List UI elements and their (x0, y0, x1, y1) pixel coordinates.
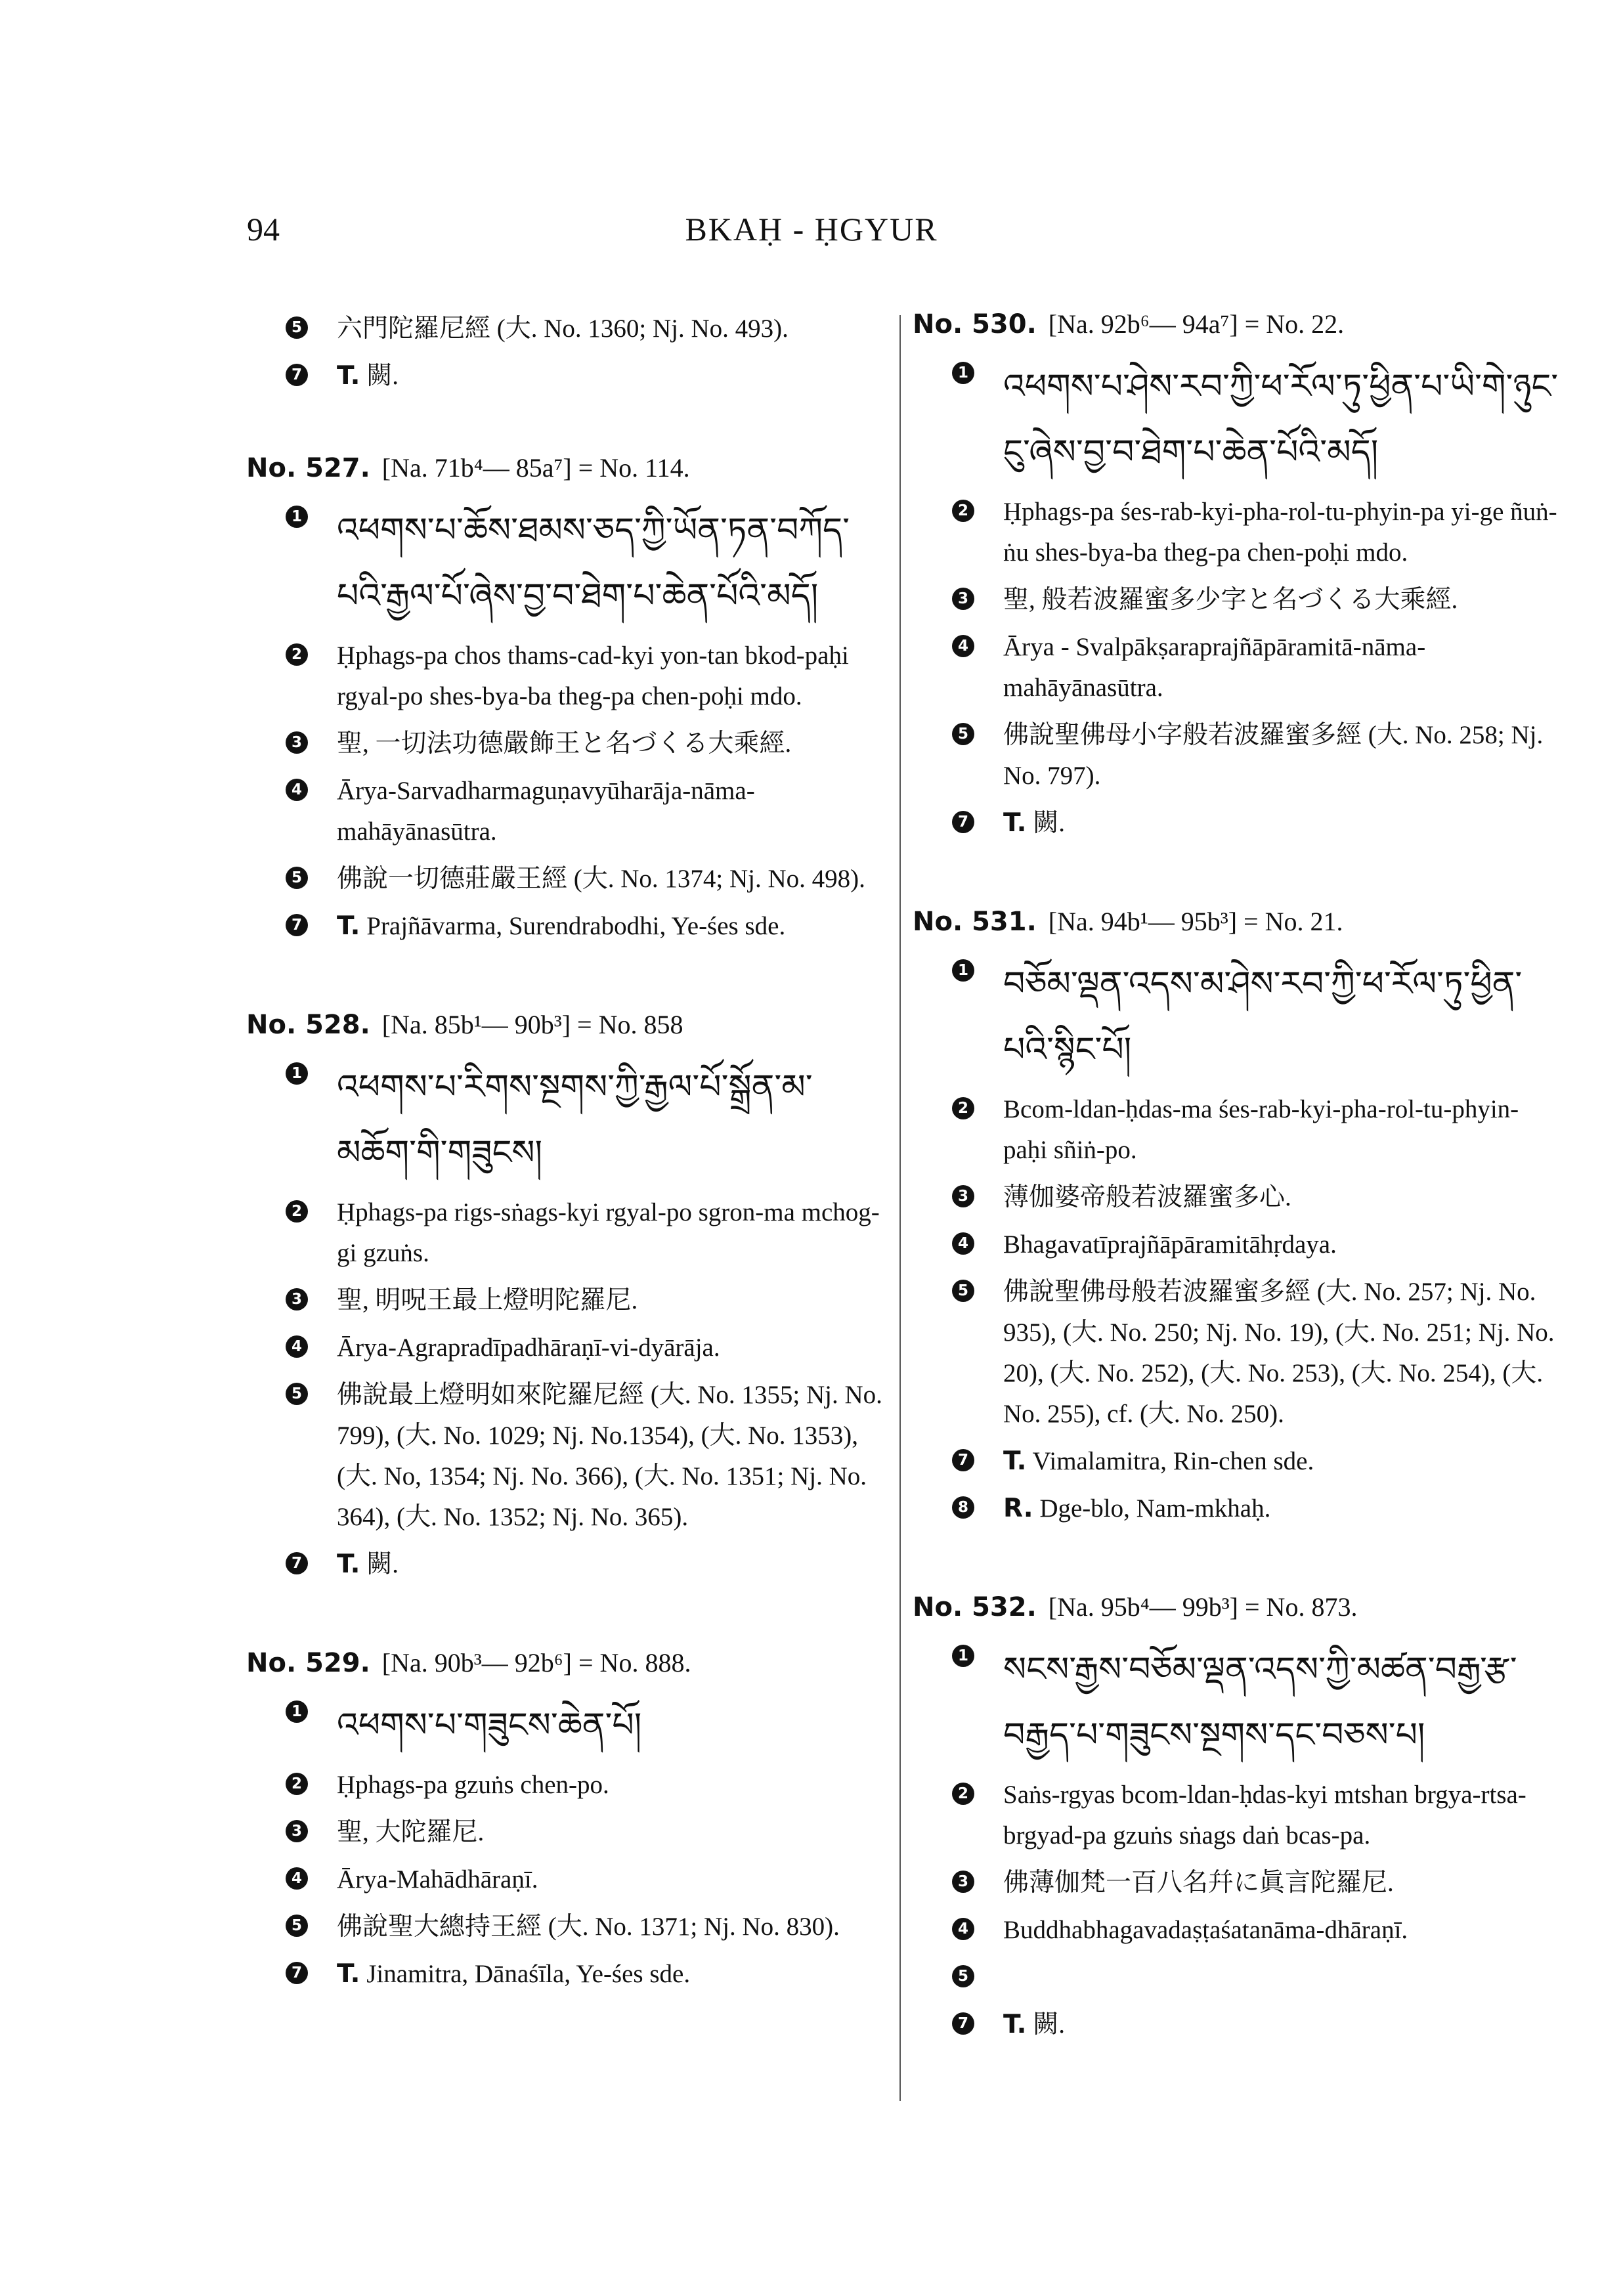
field-content (337, 1328, 890, 1368)
field-text: 佛說聖佛母般若波羅蜜多經 (大. No. 257; Nj. No. 935), (大. No. 250; Nj. No. 19), (大. No. 251; Nj. No. 20), (大. No. 252), (大. No. 253), (大. No. 254), (大. No. 255), cf. (大. No. 250). (1003, 1278, 1555, 1428)
field-marker: 3 (952, 1185, 974, 1207)
entry-field (913, 715, 1559, 796)
field-content (1003, 1272, 1559, 1435)
entry-field (246, 1765, 890, 1806)
field-text: Ārya-Agrapradīpadhāraṇī-vi-dyārāja. (337, 1333, 720, 1362)
entry-number: No. 530. (913, 309, 1037, 339)
field-marker: 7 (286, 1552, 308, 1574)
field-marker: 4 (286, 779, 308, 801)
field-content (1003, 1224, 1559, 1265)
field-marker: 3 (286, 1288, 308, 1310)
field-marker: 1 (286, 506, 308, 528)
field-content (1003, 1488, 1559, 1529)
catalog-entry (246, 1009, 890, 1585)
field-text: 六門陀羅尼經 (大. No. 1360; Nj. No. 493). (337, 314, 789, 343)
field-marker: 4 (952, 1232, 974, 1255)
right-column (913, 309, 1559, 2108)
field-text: Buddhabhagavadaṣṭaśatanāma-dhāraṇī. (1003, 1916, 1408, 1944)
field-marker: 7 (286, 1962, 308, 1984)
field-text: Ārya - Svalpākṣaraprajñāpāramitā-nāma-mahāyānasūtra. (1003, 633, 1426, 702)
field-content (1003, 1863, 1559, 1903)
entry-field (913, 1863, 1559, 1903)
field-marker: 1 (286, 1062, 308, 1085)
field-marker: 4 (952, 635, 974, 657)
entry-field (246, 1907, 890, 1947)
catalog-entry (913, 906, 1559, 1529)
field-marker: 1 (952, 362, 974, 384)
field-text: Ārya-Mahādhāraṇī. (337, 1865, 538, 1894)
field-marker: 2 (286, 643, 308, 666)
entry-reference: [Na. 92b⁶— 94a⁷] = No. 22. (1048, 309, 1345, 339)
field-label: T. (1003, 808, 1027, 838)
field-marker: 7 (286, 364, 308, 386)
field-content (337, 1765, 890, 1806)
field-content (337, 1812, 890, 1853)
field-marker: 2 (286, 1200, 308, 1223)
field-content (337, 1859, 890, 1900)
field-label: T. (337, 1549, 360, 1579)
field-marker: 2 (952, 500, 974, 522)
catalog-entry (246, 452, 890, 947)
field-text: Ḥphags-pa gzuṅs chen-po. (337, 1771, 609, 1799)
entry-field (246, 1375, 890, 1538)
entry-heading (246, 1009, 890, 1040)
field-content (337, 498, 890, 629)
entry-field (246, 498, 890, 629)
entry-field (913, 627, 1559, 708)
field-marker: 2 (286, 1773, 308, 1795)
field-content (1003, 354, 1559, 485)
right-entries (913, 309, 1559, 2045)
entry-field (913, 803, 1559, 844)
entry-reference: [Na. 90b³— 92b⁶] = No. 888. (381, 1648, 691, 1678)
field-text: Saṅs-rgyas bcom-ldan-ḥdas-kyi mtshan brgya-rtsa-brgyad-pa gzuṅs sṅags daṅ bcas-pa. (1003, 1781, 1526, 1850)
field-text: 闕. (366, 1550, 399, 1578)
field-content (1003, 1910, 1559, 1951)
page-number: 94 (247, 211, 280, 248)
field-text: 佛說最上燈明如來陀羅尼經 (大. No. 1355; Nj. No. 799), (大. No. 1029; Nj. No.1354), (大. No. 1353), (大. No, 1354; Nj. No. 366), (大. No. 1351; Nj. No. 364), (大. No. 1352; Nj. No. 365). (337, 1381, 882, 1531)
entry-field (913, 1224, 1559, 1265)
left-entries (246, 452, 890, 1995)
field-text: Bcom-ldan-ḥdas-ma śes-rab-kyi-pha-rol-tu-phyin-paḥi sñiṅ-po. (1003, 1095, 1519, 1164)
entry-field (246, 1192, 890, 1274)
entry-field (913, 1089, 1559, 1171)
entry-field (246, 906, 890, 947)
field-marker: 4 (286, 1867, 308, 1890)
field-text: Vimalamitra, Rin-chen sde. (1032, 1447, 1314, 1475)
entry-field (913, 354, 1559, 485)
field-marker: 7 (952, 1449, 974, 1471)
entry-field (246, 1280, 890, 1321)
entry-field (913, 1272, 1559, 1435)
field-marker: 2 (952, 1783, 974, 1805)
field-text: Bhagavatīprajñāpāramitāhṛdaya. (1003, 1230, 1337, 1259)
field-marker: 5 (286, 316, 308, 339)
field-marker: 5 (952, 723, 974, 745)
field-content (1003, 580, 1559, 620)
field-content (337, 1954, 890, 1995)
field-text: བཅོམ་ལྡན་འདས་མ་ཤེས་རབ་ཀྱི་ཕ་རོལ་ཏུ་ཕྱིན་པའི་སྙིང་པོ། (1003, 964, 1523, 1070)
field-marker: 3 (286, 731, 308, 754)
field-content (337, 906, 890, 947)
field-label: T. (337, 361, 360, 391)
entry-field (913, 1957, 1559, 1998)
entry-number: No. 529. (246, 1648, 370, 1678)
catalog-entry (913, 1592, 1559, 2045)
entry-reference: [Na. 95b⁴— 99b³] = No. 873. (1048, 1592, 1358, 1622)
entry-field (246, 1054, 890, 1186)
entry-number: No. 527. (246, 453, 370, 483)
entry-reference: [Na. 71b⁴— 85a⁷] = No. 114. (381, 453, 690, 483)
field-text: འཕགས་པ་གཟུངས་ཆེན་པོ། (337, 1706, 642, 1745)
field-marker: 3 (286, 1820, 308, 1842)
field-text: Ḥphags-pa śes-rab-kyi-pha-rol-tu-phyin-pa yi-ge ñuṅ-ṅu shes-bya-ba theg-pa chen-poḥi mdo. (1003, 498, 1557, 567)
field-text: Jinamitra, Dānaśīla, Ye-śes sde. (366, 1960, 691, 1988)
field-marker: 3 (952, 588, 974, 610)
field-label: T. (337, 911, 360, 941)
field-text: Ārya-Sarvadharmaguṇavyūharāja-nāma-mahāyānasūtra. (337, 777, 755, 846)
field-marker: 2 (952, 1097, 974, 1119)
field-marker: 5 (286, 1383, 308, 1405)
field-content (1003, 1957, 1559, 1998)
field-content (1003, 1441, 1559, 1482)
catalog-entry (246, 1647, 890, 1995)
field-content (337, 1054, 890, 1186)
entry-field (913, 580, 1559, 620)
entry-field (913, 1441, 1559, 1482)
field-text: 聖, 般若波羅蜜多少字と名づくる大乘經. (1003, 586, 1458, 614)
entry-field (246, 724, 890, 764)
entry-field (246, 1812, 890, 1853)
entry-reference: [Na. 94b¹— 95b³] = No. 21. (1048, 907, 1343, 936)
field-text: Ḥphags-pa chos thams-cad-kyi yon-tan bkod-paḥi rgyal-po shes-bya-ba theg-pa chen-poḥi mdo. (337, 641, 849, 710)
field-text: 佛說聖佛母小字般若波羅蜜多經 (大. No. 258; Nj. No. 797). (1003, 721, 1544, 790)
field-text: འཕགས་པ་ཤེས་རབ་ཀྱི་ཕ་རོལ་ཏུ་ཕྱིན་པ་ཡི་གེ་ཉུང་ངུ་ཞེས་བྱ་བ་ཐེག་པ་ཆེན་པོའི་མདོ། (1003, 367, 1559, 472)
field-marker: 7 (952, 811, 974, 833)
entry-field (913, 951, 1559, 1083)
field-text: Ḥphags-pa rigs-sṅags-kyi rgyal-po sgron-ma mchog-gi gzuṅs. (337, 1198, 880, 1267)
field-text: 闕. (366, 362, 399, 390)
field-content (1003, 2004, 1559, 2045)
field-content (1003, 1637, 1559, 1768)
page-header (0, 210, 1623, 263)
entry-heading (246, 1647, 890, 1678)
entry-field (246, 859, 890, 899)
entry-field (246, 1954, 890, 1995)
entry-field (913, 1775, 1559, 1856)
field-text: 聖, 一切法功德嚴飾王と名づくる大乘經. (337, 729, 792, 758)
field-text: Prajñāvarma, Surendrabodhi, Ye-śes sde. (366, 912, 786, 940)
entry-number: No. 532. (913, 1592, 1037, 1622)
field-text: 薄伽婆帝般若波羅蜜多心. (1003, 1183, 1291, 1211)
field-content (337, 724, 890, 764)
entry-field (913, 1177, 1559, 1218)
field-marker: 4 (286, 1335, 308, 1358)
field-content (1003, 715, 1559, 796)
running-title: BKAḤ - ḤGYUR (685, 211, 938, 248)
field-marker: 7 (952, 2012, 974, 2035)
entry-heading (913, 906, 1559, 937)
field-marker: 1 (952, 959, 974, 982)
field-marker: 5 (952, 1280, 974, 1302)
field-text: འཕགས་པ་རིགས་སྔགས་ཀྱི་རྒྱལ་པོ་སྒྲོན་མ་མཆོག་གི་གཟུངས། (337, 1068, 813, 1173)
entry-field (246, 309, 890, 349)
field-label: T. (337, 1959, 360, 1989)
field-text: 闕. (1033, 809, 1066, 837)
field-content (1003, 1089, 1559, 1171)
field-text: Dge-blo, Nam-mkhaḥ. (1039, 1494, 1271, 1523)
field-text: 闕. (1033, 2010, 1066, 2039)
entry-number: No. 531. (913, 907, 1037, 937)
field-content (337, 1375, 890, 1538)
field-marker: 5 (952, 1965, 974, 1987)
field-text: 聖, 明呪王最上燈明陀羅尼. (337, 1286, 638, 1314)
entry-field (913, 1488, 1559, 1529)
entry-field (246, 356, 890, 397)
field-content (1003, 492, 1559, 573)
field-marker: 1 (286, 1700, 308, 1723)
field-content (337, 771, 890, 852)
entry-field (246, 1328, 890, 1368)
field-text: 聖, 大陀羅尼. (337, 1818, 485, 1846)
field-text: 佛說一切德莊嚴王經 (大. No. 1374; Nj. No. 498). (337, 865, 865, 893)
entry-heading (913, 309, 1559, 339)
field-content (1003, 1775, 1559, 1856)
field-text: སངས་རྒྱས་བཅོམ་ལྡན་འདས་ཀྱི་མཚན་བརྒྱ་རྩ་བརྒྱད་པ་གཟུངས་སྔགས་དང་བཅས་པ། (1003, 1650, 1517, 1755)
entry-field (913, 1910, 1559, 1951)
continued-entry (246, 309, 890, 397)
entry-field (913, 2004, 1559, 2045)
field-content (1003, 627, 1559, 708)
field-text: འཕགས་པ་ཆོས་ཐམས་ཅད་ཀྱི་ཡོན་ཏན་བཀོད་པའི་རྒྱལ་པོ་ཞེས་བྱ་བ་ཐེག་པ་ཆེན་པོའི་མདོ། (337, 511, 850, 616)
entry-reference: [Na. 85b¹— 90b³] = No. 858 (381, 1010, 683, 1039)
field-content (337, 636, 890, 717)
entry-field (246, 1544, 890, 1585)
field-text: 佛薄伽梵一百八名幷に眞言陀羅尼. (1003, 1869, 1394, 1897)
field-content (337, 1544, 890, 1585)
field-content (337, 1192, 890, 1274)
field-label: T. (1003, 2010, 1027, 2039)
field-content (337, 1280, 890, 1321)
field-label: R. (1003, 1494, 1033, 1523)
field-marker: 3 (952, 1871, 974, 1893)
entry-field (246, 1859, 890, 1900)
field-content (1003, 1177, 1559, 1218)
field-content (1003, 803, 1559, 844)
column-divider (899, 315, 901, 2101)
field-marker: 1 (952, 1645, 974, 1667)
field-content (337, 1693, 890, 1758)
field-label: T. (1003, 1446, 1027, 1476)
field-text: 佛說聖大總持王經 (大. No. 1371; Nj. No. 830). (337, 1913, 840, 1941)
entry-heading (913, 1592, 1559, 1622)
catalog-entry (913, 309, 1559, 844)
field-content (337, 1907, 890, 1947)
field-content (1003, 951, 1559, 1083)
entry-field (913, 492, 1559, 573)
entry-field (246, 1693, 890, 1758)
field-marker: 5 (286, 867, 308, 889)
field-content (337, 859, 890, 899)
entry-field (246, 771, 890, 852)
entry-number: No. 528. (246, 1010, 370, 1040)
field-marker: 4 (952, 1918, 974, 1940)
entry-heading (246, 452, 890, 483)
field-marker: 5 (286, 1915, 308, 1937)
field-marker: 8 (952, 1496, 974, 1519)
left-column (246, 309, 890, 2057)
entry-field (913, 1637, 1559, 1768)
entry-field (246, 636, 890, 717)
field-marker: 7 (286, 914, 308, 936)
